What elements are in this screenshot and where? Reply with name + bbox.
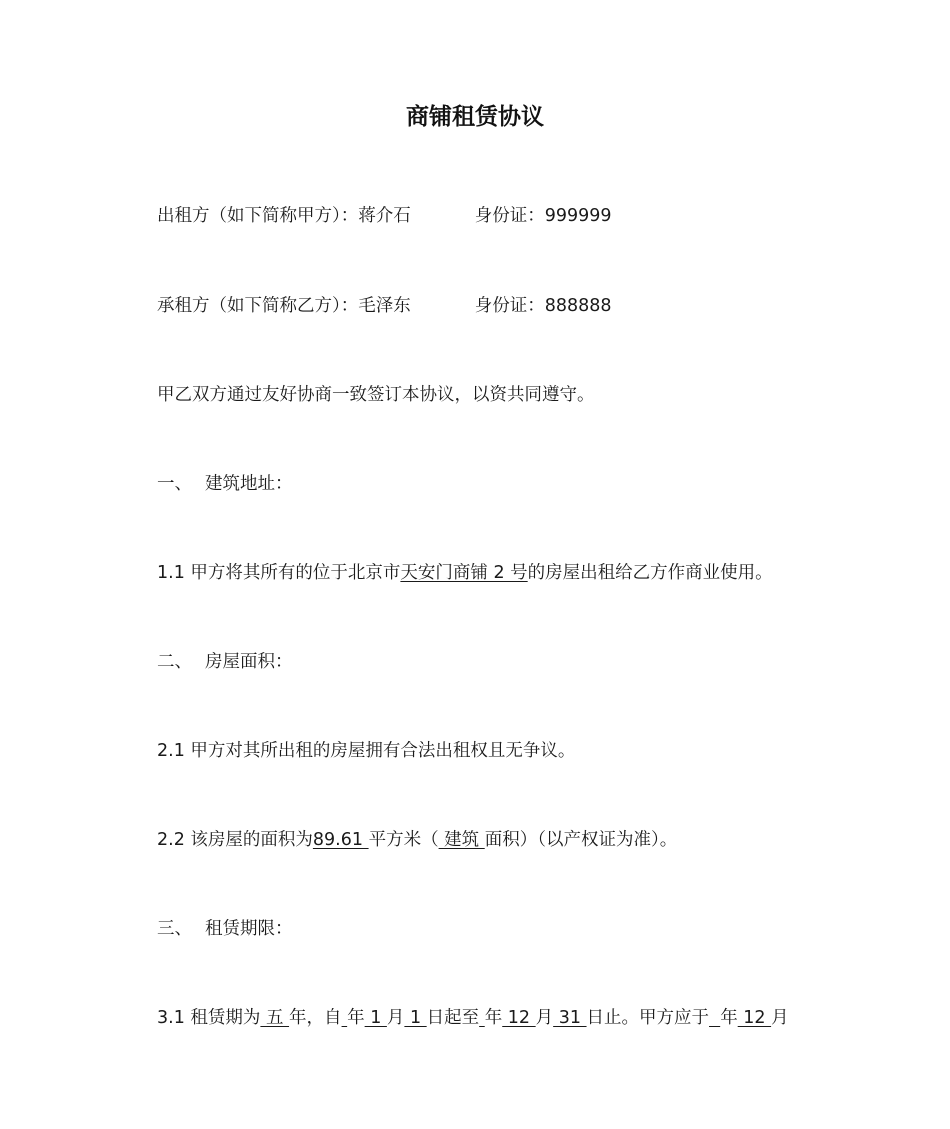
clause-1-1	[157, 561, 773, 585]
clause-1-1-suffix: 的房屋出租给乙方作商业使用。	[527, 563, 773, 583]
clause-3-1	[157, 1006, 789, 1030]
clause-2-2-area-type: 建筑	[438, 830, 485, 850]
end-month: 12	[502, 1008, 536, 1028]
clause-2-2-unit: 平方米（	[368, 830, 439, 850]
lessee-id-value: 888888	[544, 296, 612, 316]
section-3-title: 租赁期限：	[205, 919, 293, 939]
clause-3-1-t4: 日起至	[426, 1008, 480, 1028]
lessee-line	[157, 294, 612, 318]
clause-2-2-prefix: 2.2 该房屋的面积为	[157, 830, 313, 850]
section-2-heading	[157, 650, 293, 674]
lease-years: 五	[260, 1008, 290, 1028]
clause-1-1-address: 天安门商铺 2 号	[400, 563, 528, 583]
clause-3-1-t1: 年，自	[289, 1008, 342, 1028]
clause-3-1-t6: 月	[535, 1008, 554, 1028]
deliver-year	[709, 1008, 720, 1028]
clause-2-1: 2.1 甲方对其所出租的房屋拥有合法出租权且无争议。	[157, 741, 576, 761]
clause-3-1-t7: 日止。甲方应于	[586, 1008, 710, 1028]
lessor-id-label: 身份证：	[474, 206, 545, 226]
section-3-number: 三、	[157, 919, 192, 939]
document-title: 商铺租赁协议	[406, 104, 544, 130]
lessor-name: 蒋介石	[358, 206, 411, 226]
deliver-month: 12	[737, 1008, 772, 1028]
section-1-heading	[157, 472, 293, 496]
clause-3-1-t8: 年	[720, 1008, 738, 1028]
lessee-id-label: 身份证：	[474, 296, 545, 316]
lessor-line	[157, 204, 612, 228]
section-3-heading	[157, 917, 293, 941]
clause-3-1-t9: 月	[771, 1008, 789, 1028]
section-2-number: 二、	[157, 652, 192, 672]
end-day: 31	[553, 1008, 587, 1028]
clause-3-1-t3: 月	[386, 1008, 405, 1028]
section-1-number: 一、	[157, 474, 192, 494]
clause-3-1-t2: 年	[347, 1008, 365, 1028]
section-1-title: 建筑地址：	[205, 474, 293, 494]
lessor-label: 出租方（如下简称甲方）：	[157, 206, 359, 226]
intro-paragraph: 甲乙双方通过友好协商一致签订本协议，以资共同遵守。	[157, 385, 595, 405]
section-2-title: 房屋面积：	[205, 652, 293, 672]
lessee-name: 毛泽东	[358, 296, 411, 316]
lessee-label: 承租方（如下简称乙方）：	[157, 296, 359, 316]
start-month: 1	[364, 1008, 387, 1028]
clause-2-2-area: 89.61	[312, 830, 369, 850]
start-day: 1	[404, 1008, 427, 1028]
clause-2-2	[157, 828, 677, 852]
clause-1-1-prefix: 1.1 甲方将其所有的位于北京市	[157, 563, 401, 583]
lessor-id-value: 999999	[544, 206, 612, 226]
clause-3-1-prefix: 3.1 租赁期为	[157, 1008, 261, 1028]
clause-2-2-suffix: 面积）（以产权证为准）。	[484, 830, 678, 850]
clause-3-1-t5: 年	[484, 1008, 503, 1028]
